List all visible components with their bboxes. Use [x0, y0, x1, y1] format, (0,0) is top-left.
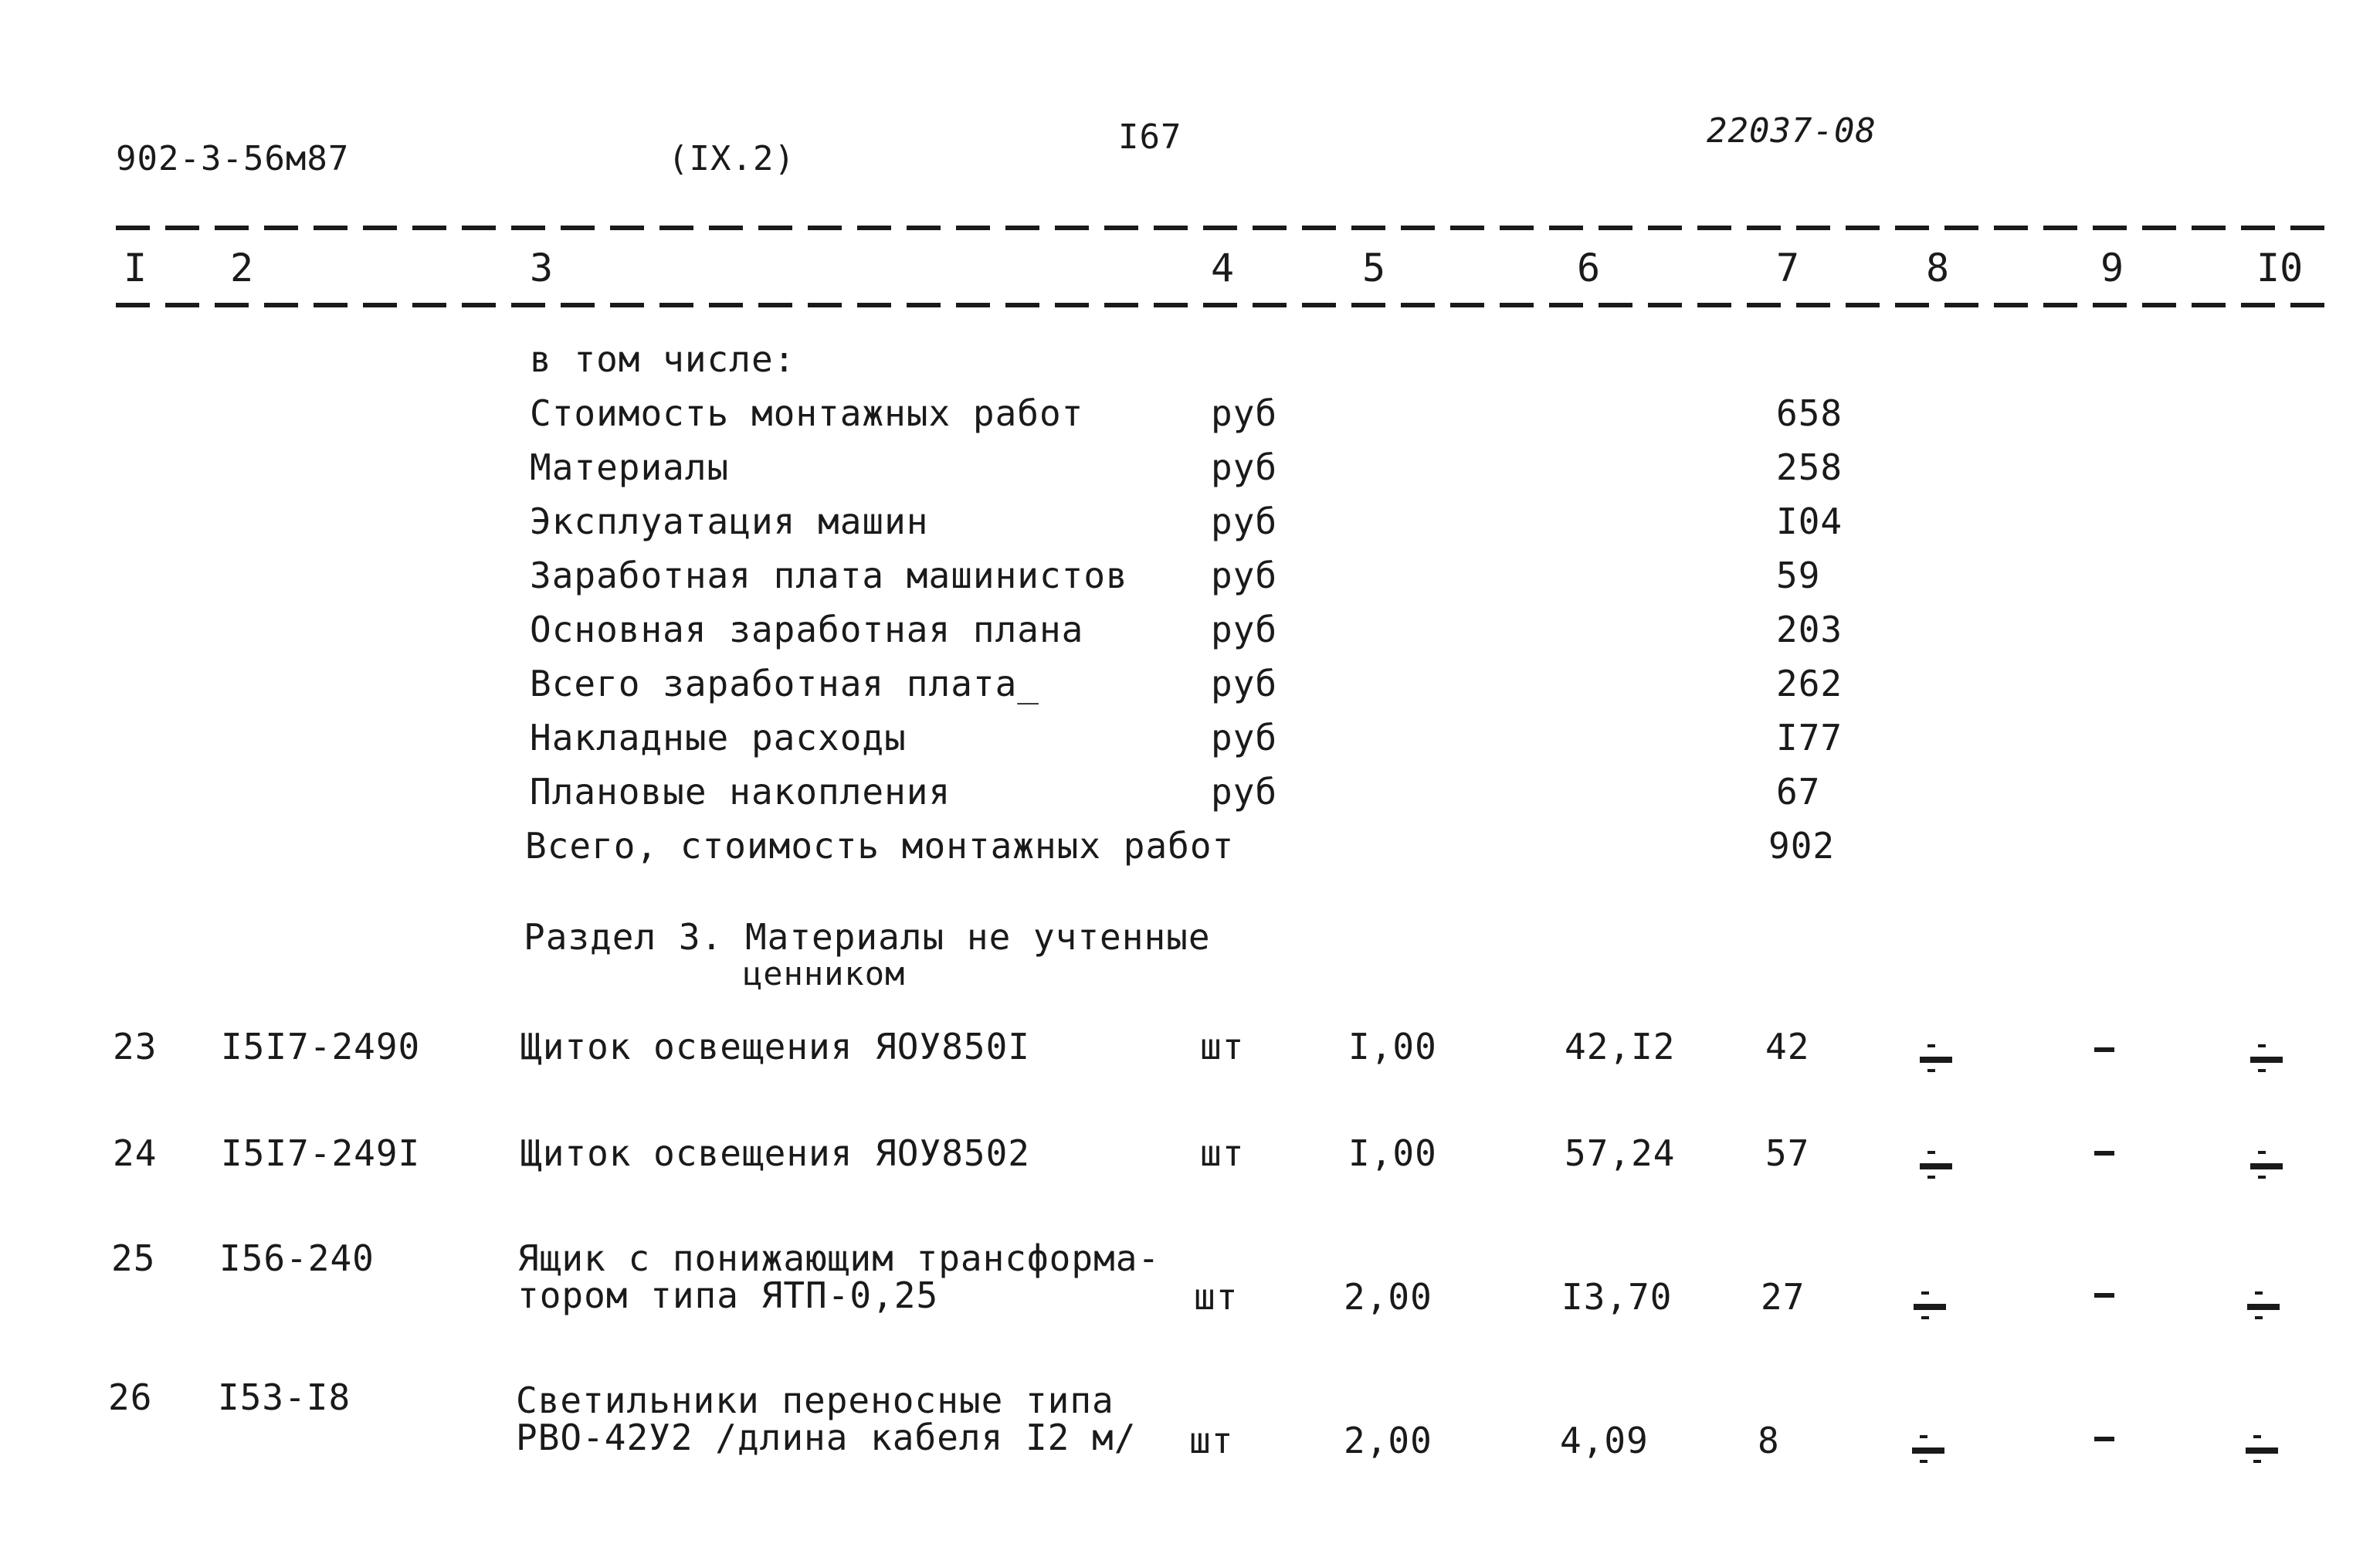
item-price: I3,70	[1561, 1276, 1673, 1318]
column-number-1: I	[124, 246, 147, 290]
summary-label: Основная заработная плана	[530, 609, 1084, 650]
column-number-5: 5	[1362, 246, 1386, 290]
summary-unit: руб	[1211, 555, 1278, 596]
summary-total: I77	[1776, 717, 1843, 759]
summary-label: Материалы	[530, 446, 730, 488]
item-code: I5I7-2490	[221, 1026, 421, 1067]
item-price: 42,I2	[1565, 1026, 1676, 1067]
section-heading-line-2: ценником	[743, 955, 906, 993]
item-name-line-2: тором типа ЯТП-0,25	[517, 1274, 939, 1316]
ditto-mark-icon	[1917, 1041, 1955, 1075]
item-number: 24	[113, 1132, 158, 1174]
grand-total-value: 902	[1768, 825, 1836, 867]
summary-label: Эксплуатация машин	[530, 501, 929, 542]
item-total: 42	[1765, 1026, 1810, 1067]
page-number: I67	[1118, 117, 1182, 157]
summary-label: Всего заработная плата_	[530, 663, 1039, 704]
ditto-mark-icon	[1910, 1288, 1949, 1322]
summary-total: 67	[1776, 771, 1821, 813]
column-number-3: 3	[530, 246, 554, 290]
item-total: 8	[1758, 1420, 1780, 1461]
summary-unit: руб	[1211, 663, 1278, 704]
summary-label: Плановые накопления	[530, 771, 951, 813]
item-total: 57	[1765, 1132, 1810, 1174]
item-total: 27	[1761, 1276, 1805, 1318]
item-col9-dash	[2094, 1437, 2114, 1441]
item-name: Щиток освещения ЯОУ850I	[520, 1026, 1030, 1067]
item-unit: шт	[1200, 1132, 1245, 1174]
ditto-mark-icon	[2247, 1148, 2286, 1182]
summary-total: 262	[1776, 663, 1843, 704]
ditto-mark-icon	[1917, 1148, 1955, 1182]
column-number-10: I0	[2256, 246, 2304, 290]
item-price: 57,24	[1565, 1132, 1676, 1174]
column-number-7: 7	[1776, 246, 1800, 290]
column-number-9: 9	[2100, 246, 2124, 290]
ditto-mark-icon	[2243, 1432, 2281, 1466]
summary-unit: руб	[1211, 392, 1278, 434]
item-unit: шт	[1189, 1420, 1234, 1461]
item-name-line-1: Светильники переносные типа	[516, 1380, 1114, 1421]
item-quantity: 2,00	[1344, 1276, 1432, 1318]
summary-unit: руб	[1211, 609, 1278, 650]
item-number: 23	[113, 1026, 158, 1067]
document-code: 902-3-56м87	[116, 139, 350, 178]
summary-total: 203	[1776, 609, 1843, 650]
column-number-2: 2	[230, 246, 254, 290]
section-reference: (IX.2)	[668, 139, 795, 178]
item-number: 26	[108, 1376, 153, 1418]
item-quantity: I,00	[1348, 1132, 1437, 1174]
item-code: I56-240	[219, 1237, 375, 1279]
item-name-line-1: Ящик с понижающим трансформа-	[517, 1237, 1161, 1279]
item-price: 4,09	[1560, 1420, 1649, 1461]
ditto-mark-icon	[1909, 1432, 1948, 1466]
column-number-8: 8	[1926, 246, 1950, 290]
summary-total: 258	[1776, 446, 1843, 488]
summary-total: 59	[1776, 555, 1821, 596]
grand-total-label: Всего, стоимость монтажных работ	[525, 825, 1235, 867]
item-code: I53-I8	[218, 1376, 351, 1418]
summary-label: Накладные расходы	[530, 717, 907, 759]
ditto-mark-icon	[2244, 1288, 2283, 1322]
item-col9-dash	[2094, 1293, 2114, 1298]
summary-label: Стоимость монтажных работ	[530, 392, 1084, 434]
summary-total: 658	[1776, 392, 1843, 434]
summary-label: Заработная плата машинистов	[530, 555, 1128, 596]
summary-unit: руб	[1211, 771, 1278, 813]
header-bottom-rule	[116, 303, 2324, 307]
summary-total: I04	[1776, 501, 1843, 542]
item-name-line-2: РВО-42У2 /длина кабеля I2 м/	[516, 1417, 1137, 1458]
item-quantity: I,00	[1348, 1026, 1437, 1067]
item-code: I5I7-249I	[221, 1132, 421, 1174]
catalog-number: 22037-08	[1707, 111, 1877, 151]
ditto-mark-icon	[2247, 1041, 2286, 1075]
column-number-6: 6	[1577, 246, 1601, 290]
header-top-rule	[116, 226, 2324, 230]
item-number: 25	[111, 1237, 156, 1279]
summary-heading: в том числе:	[530, 338, 796, 380]
column-number-4: 4	[1211, 246, 1235, 290]
summary-unit: руб	[1211, 446, 1278, 488]
item-quantity: 2,00	[1344, 1420, 1432, 1461]
item-col9-dash	[2094, 1047, 2114, 1052]
section-heading-line-1: Раздел 3. Материалы не учтенные	[524, 916, 1211, 958]
item-name: Щиток освещения ЯОУ8502	[520, 1132, 1030, 1174]
summary-unit: руб	[1211, 501, 1278, 542]
item-col9-dash	[2094, 1151, 2114, 1156]
item-unit: шт	[1200, 1026, 1245, 1067]
item-unit: шт	[1194, 1276, 1239, 1318]
summary-unit: руб	[1211, 717, 1278, 759]
